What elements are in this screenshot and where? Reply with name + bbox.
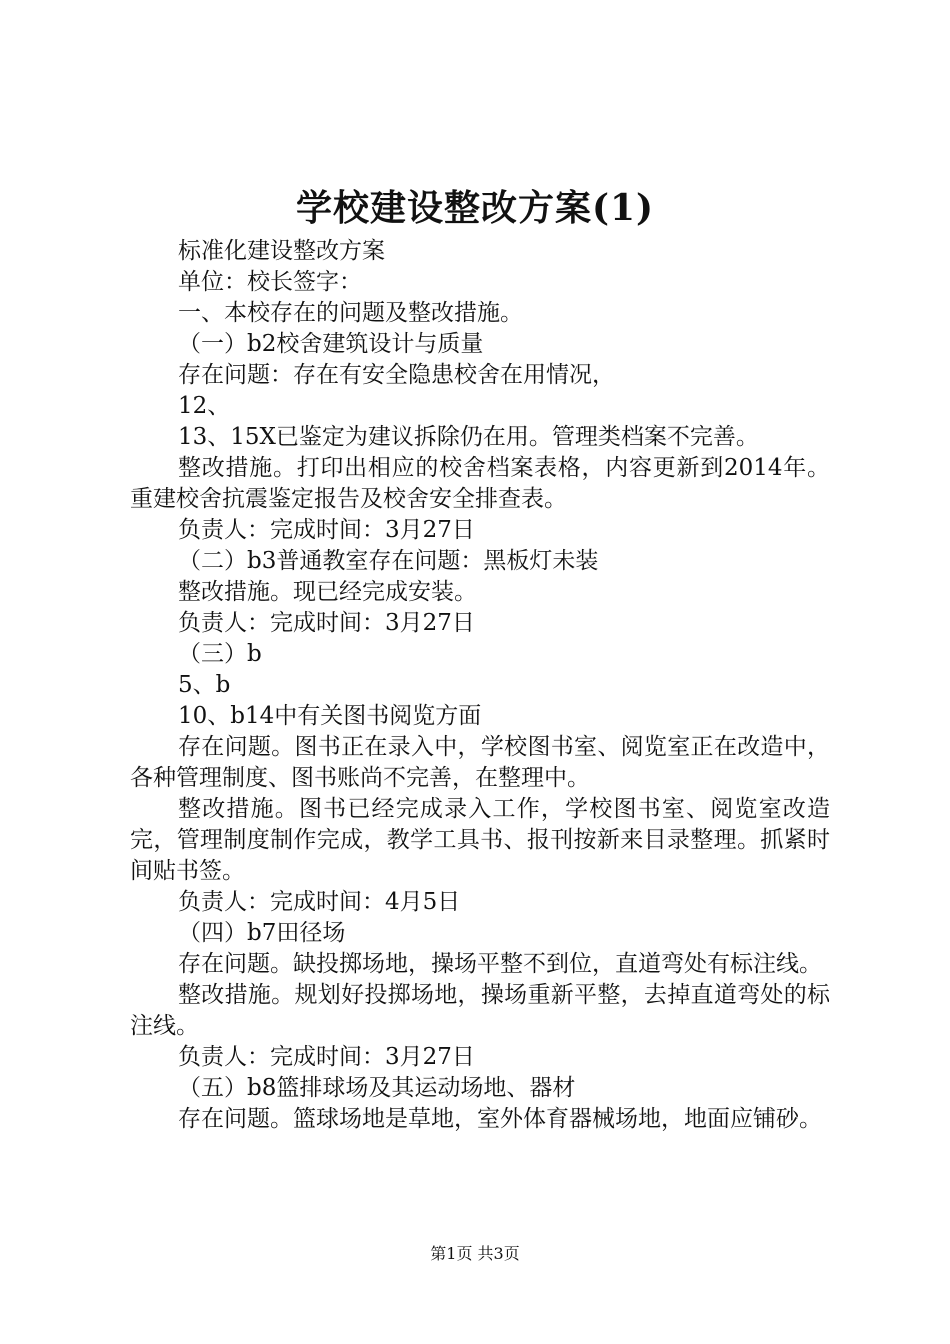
paragraph: 一、本校存在的问题及整改措施。 bbox=[178, 300, 523, 326]
paragraph: 整改措施。规划好投掷场地，操场重新平整，去掉直道弯处的标注线。 bbox=[130, 982, 830, 1039]
paragraph: 整改措施。现已经完成安装。 bbox=[178, 579, 477, 605]
page-footer: 第1页 共3页 bbox=[430, 1244, 520, 1263]
paragraph: 整改措施。打印出相应的校舍档案表格，内容更新到2014年。重建校舍抗震鉴定报告及校舍安全排查表。 bbox=[130, 455, 830, 512]
paragraph: （一）b2校舍建筑设计与质量 bbox=[178, 331, 484, 357]
paragraph: （四）b7田径场 bbox=[178, 920, 346, 946]
paragraph: 5、b bbox=[178, 672, 231, 698]
paragraph: （二）b3普通教室存在问题：黑板灯未装 bbox=[178, 548, 599, 574]
paragraph: 存在问题。缺投掷场地，操场平整不到位，直道弯处有标注线。 bbox=[178, 951, 822, 977]
paragraph: 13、15X已鉴定为建议拆除仍在用。管理类档案不完善。 bbox=[178, 424, 759, 450]
paragraph: 10、b14中有关图书阅览方面 bbox=[178, 703, 482, 729]
paragraph: 12、 bbox=[178, 393, 231, 419]
paragraph: 单位：校长签字： bbox=[178, 269, 362, 295]
paragraph: 存在问题。图书正在录入中，学校图书室、阅览室正在改造中，各种管理制度、图书账尚不完善，在整理中。 bbox=[130, 734, 830, 791]
paragraph: 负责人：完成时间：4月5日 bbox=[178, 889, 461, 915]
paragraph: 整改措施。图书已经完成录入工作，学校图书室、阅览室改造完，管理制度制作完成，教学工具书、报刊按新来目录整理。抓紧时间贴书签。 bbox=[130, 796, 830, 884]
paragraph: 负责人：完成时间：3月27日 bbox=[178, 610, 475, 636]
document-body bbox=[130, 236, 830, 1135]
paragraph: 标准化建设整改方案 bbox=[178, 238, 385, 264]
document-title: 学校建设整改方案(1) bbox=[295, 187, 655, 229]
paragraph: 存在问题：存在有安全隐患校舍在用情况， bbox=[178, 362, 615, 388]
paragraph: 存在问题。篮球场地是草地，室外体育器械场地，地面应铺砂。 bbox=[178, 1106, 822, 1132]
paragraph: （五）b8篮排球场及其运动场地、器材 bbox=[178, 1075, 576, 1101]
paragraph: 负责人：完成时间：3月27日 bbox=[178, 517, 475, 543]
paragraph: 负责人：完成时间：3月27日 bbox=[178, 1044, 475, 1070]
paragraph: （三）b bbox=[178, 641, 262, 667]
